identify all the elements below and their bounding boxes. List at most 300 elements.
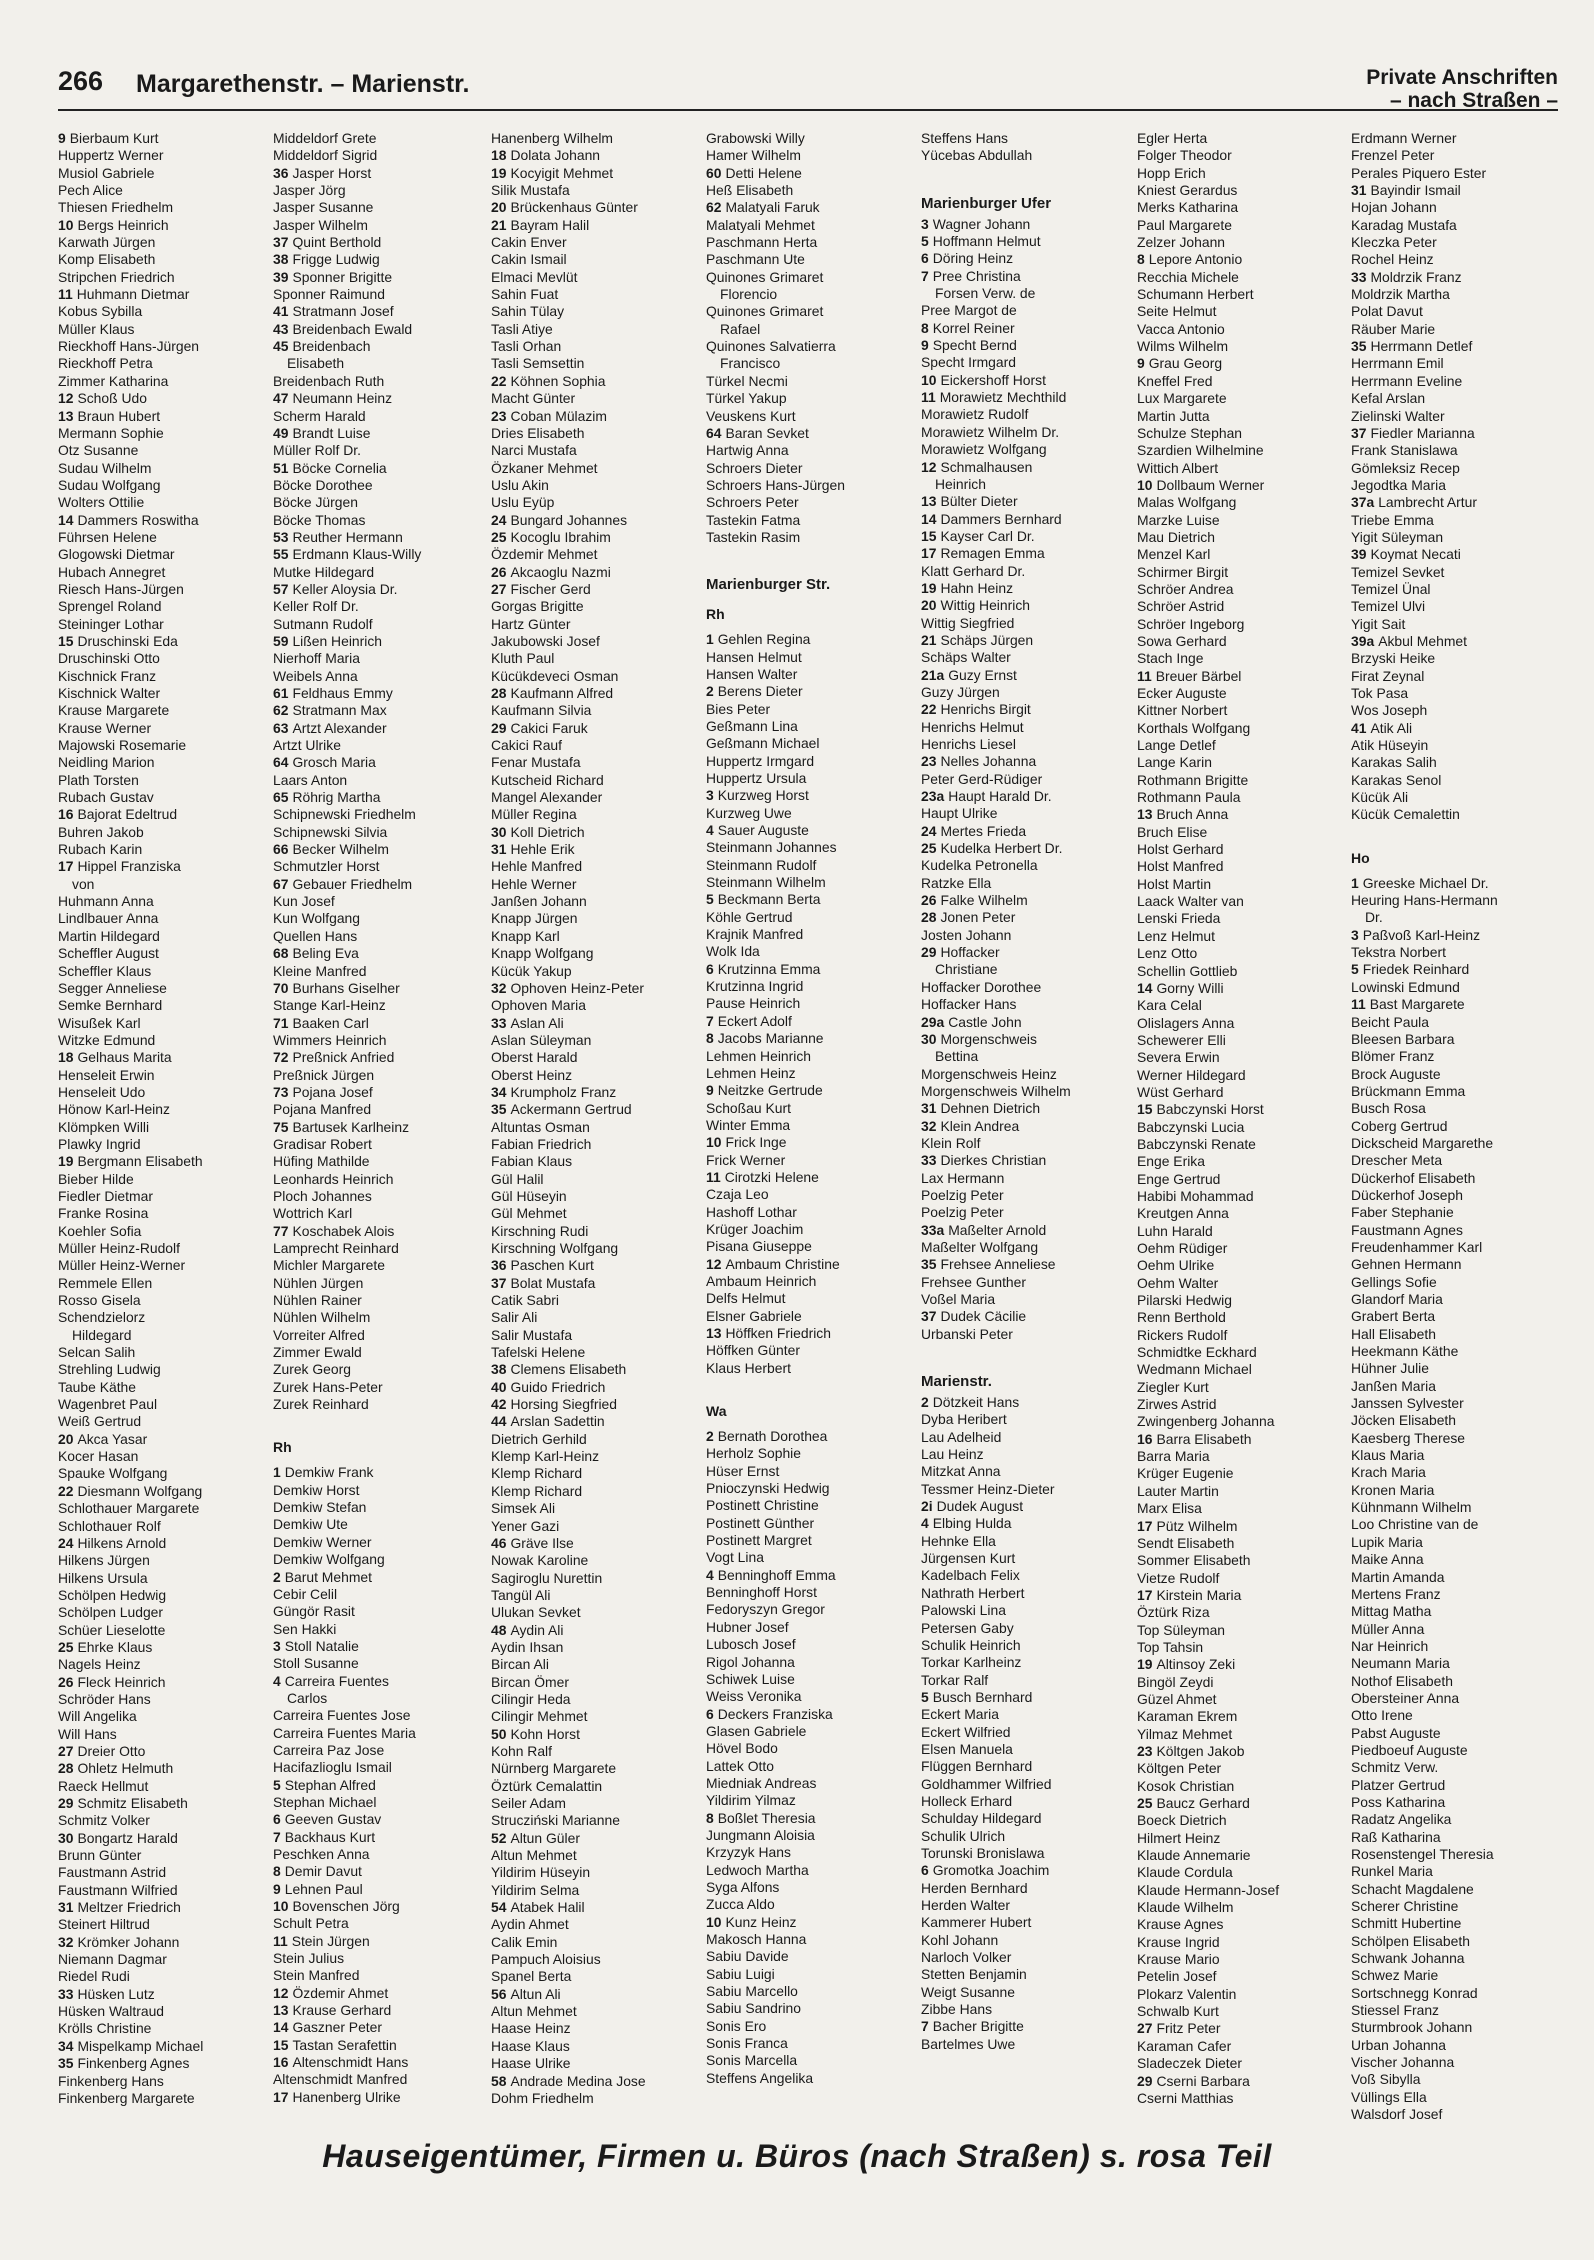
- spacer: [273, 1413, 487, 1430]
- directory-entry: [706, 1948, 920, 1965]
- directory-entry: [58, 1171, 272, 1188]
- directory-entry: [1351, 2037, 1565, 2054]
- directory-entry: [706, 269, 920, 286]
- resident-name: Druschinski Eda: [77, 632, 178, 649]
- directory-entry: [273, 477, 487, 494]
- resident-name: Krause Mario: [1137, 1951, 1220, 1968]
- directory-entry: [58, 1708, 272, 1725]
- directory-entry: [58, 1119, 272, 1136]
- resident-name: Coberg Gertrud: [1351, 1117, 1448, 1134]
- directory-entry: [491, 841, 705, 858]
- directory-entry: [1137, 1830, 1351, 1847]
- directory-entry: [921, 354, 1135, 371]
- house-number: 37: [491, 1274, 507, 1291]
- house-number: 10: [921, 371, 937, 388]
- resident-name: Spauke Wolfgang: [58, 1465, 168, 1482]
- resident-name: Frenzel Peter: [1351, 147, 1435, 164]
- house-number: 4: [273, 1672, 281, 1689]
- resident-name: Szardien Wilhelmine: [1137, 442, 1264, 459]
- house-number: 4: [706, 1566, 714, 1583]
- resident-name: Pree Christina: [932, 267, 1021, 284]
- directory-entry: [58, 1795, 272, 1812]
- resident-name: Gelhaus Marita: [77, 1049, 172, 1066]
- resident-name: Sudau Wolfgang: [58, 476, 161, 493]
- resident-name: Karakas Senol: [1351, 771, 1442, 788]
- house-number: 3: [1351, 926, 1359, 943]
- resident-name: Schulik Heinrich: [921, 1636, 1021, 1653]
- resident-name: Wedmann Michael: [1137, 1361, 1252, 1378]
- resident-name: Werner Hildegard: [1137, 1066, 1246, 1083]
- house-number: 26: [921, 892, 937, 909]
- resident-name: Hehnke Ella: [921, 1532, 996, 1549]
- directory-entry: [491, 1188, 705, 1205]
- directory-entry: [706, 874, 920, 891]
- directory-entry: [1137, 1812, 1351, 1829]
- resident-name: Lamprecht Reinhard: [273, 1240, 399, 1256]
- resident-name: Zimmer Ewald: [273, 1344, 362, 1361]
- resident-name: Hilkens Jürgen: [58, 1552, 150, 1569]
- directory-entry: [1351, 1222, 1565, 1239]
- directory-entry: [1137, 1743, 1351, 1760]
- resident-name: Beicht Paula: [1351, 1013, 1429, 1030]
- resident-name: Egler Herta: [1137, 130, 1208, 146]
- resident-name: Schröer Astrid: [1137, 598, 1225, 615]
- resident-name: Baucz Gerhard: [1156, 1795, 1250, 1811]
- directory-entry: [921, 597, 1135, 614]
- directory-entry: [1137, 1188, 1351, 1205]
- directory-entry: [1137, 1968, 1351, 1985]
- house-number: 35: [491, 1101, 507, 1118]
- house-number: 5: [921, 233, 929, 250]
- resident-name: Burhans Giselher: [292, 979, 400, 996]
- directory-entry: [1351, 1569, 1565, 1586]
- resident-name: Vacca Antonio: [1137, 320, 1225, 337]
- resident-name: Gräve Ilse: [510, 1534, 574, 1551]
- resident-name: Benninghoff Horst: [706, 1584, 817, 1601]
- house-number: 73: [273, 1083, 289, 1100]
- directory-entry: [1137, 1309, 1351, 1326]
- directory-entry: [58, 963, 272, 980]
- directory-entry: [58, 668, 272, 685]
- resident-name: Morgenschweis Wilhelm: [921, 1082, 1071, 1099]
- resident-name: Neidling Marion: [58, 754, 155, 771]
- directory-entry: [706, 943, 920, 960]
- directory-entry: [1137, 1622, 1351, 1639]
- house-number: 34: [491, 1083, 507, 1100]
- directory-entry: [491, 199, 705, 216]
- resident-name: Tastekin Fatma: [706, 511, 801, 528]
- directory-entry: [58, 910, 272, 927]
- directory-entry: [58, 251, 272, 268]
- directory-entry: [58, 1535, 272, 1552]
- resident-name: Böcke Dorothee: [273, 476, 373, 493]
- directory-entry: [706, 321, 920, 338]
- resident-name: Schmutzler Horst: [273, 858, 380, 875]
- resident-name: Spanel Berta: [491, 1968, 572, 1985]
- resident-name: Hopp Erich: [1137, 164, 1206, 181]
- directory-entry: [491, 650, 705, 667]
- directory-entry: [1137, 1136, 1351, 1153]
- directory-entry: [58, 1309, 272, 1326]
- resident-name: Bruch Anna: [1156, 806, 1229, 823]
- directory-entry: [1351, 2071, 1565, 2088]
- directory-entry: [58, 1968, 272, 1985]
- resident-name: Schroers Peter: [706, 494, 799, 511]
- directory-entry: [1351, 806, 1565, 823]
- directory-entry: [58, 234, 272, 251]
- directory-entry: [1137, 1864, 1351, 1881]
- house-number: 1: [706, 631, 714, 648]
- directory-entry: [1137, 217, 1351, 234]
- directory-entry: [273, 1742, 487, 1759]
- directory-entry: [1137, 251, 1351, 268]
- directory-entry: [921, 1810, 1135, 1827]
- directory-entry: [491, 1604, 705, 1621]
- house-number: 9: [706, 1082, 714, 1099]
- resident-name: Nelles Johanna: [940, 753, 1037, 770]
- resident-name: Lax Hermann: [921, 1169, 1005, 1186]
- resident-name: Schellin Gottlieb: [1137, 962, 1238, 979]
- directory-entry: [921, 1083, 1135, 1100]
- resident-name: Meltzer Friedrich: [77, 1899, 181, 1916]
- directory-entry: [58, 1015, 272, 1032]
- directory-entry: [921, 1966, 1135, 1983]
- directory-entry: [706, 2070, 920, 2087]
- directory-entry: [1351, 1464, 1565, 1481]
- resident-name: Quinones Salvatierra: [706, 338, 836, 355]
- directory-entry: [921, 1481, 1135, 1498]
- resident-name: Huhmann Anna: [58, 893, 154, 910]
- house-number: 33a: [921, 1221, 945, 1238]
- house-number: 65: [273, 789, 289, 806]
- directory-entry: [921, 1602, 1135, 1619]
- house-number: 41: [1351, 719, 1367, 736]
- directory-entry: [491, 893, 705, 910]
- resident-name: Grosch Maria: [292, 754, 376, 771]
- resident-name: Salir Ali: [491, 1309, 538, 1326]
- directory-entry: [921, 1274, 1135, 1291]
- resident-name: Karakas Salih: [1351, 754, 1437, 771]
- resident-name: Tangül Ali: [491, 1586, 551, 1603]
- directory-entry: [1137, 1049, 1351, 1066]
- house-number: 25: [1137, 1795, 1153, 1811]
- resident-name: Segger Anneliese: [58, 979, 167, 996]
- resident-name: Hildegard: [72, 1326, 132, 1343]
- directory-entry: [58, 1032, 272, 1049]
- house-number: 33: [1351, 268, 1367, 285]
- resident-name: Mermann Sophie: [58, 424, 164, 441]
- resident-name: Rigol Johanna: [706, 1653, 795, 1670]
- directory-entry: [491, 390, 705, 407]
- house-number: 4: [921, 1515, 929, 1532]
- directory-entry: [1351, 165, 1565, 182]
- resident-name: Pojana Josef: [292, 1083, 373, 1100]
- resident-name: Lauter Martin: [1137, 1482, 1219, 1499]
- resident-name: Keller Rolf Dr.: [273, 598, 359, 615]
- directory-entry: [58, 858, 272, 875]
- resident-name: Becker Wilhelm: [292, 841, 389, 858]
- directory-entry: [58, 165, 272, 182]
- directory-entry: [1351, 1256, 1565, 1273]
- resident-name: Yilmaz Mehmet: [1137, 1725, 1233, 1742]
- directory-entry: [921, 1620, 1135, 1637]
- directory-entry: [1351, 234, 1565, 251]
- resident-name: Mutke Hildegard: [273, 563, 375, 580]
- directory-entry: [273, 1846, 487, 1863]
- directory-entry: [58, 824, 272, 841]
- directory-entry: [273, 2089, 487, 2106]
- directory-entry: [1351, 720, 1565, 737]
- resident-name: Jöcken Elisabeth: [1351, 1412, 1457, 1429]
- resident-name: Malas Wolfgang: [1137, 494, 1237, 511]
- resident-name: Kleine Manfred: [273, 962, 367, 979]
- directory-entry: [921, 493, 1135, 510]
- resident-name: Müller Heinz-Werner: [58, 1257, 186, 1274]
- directory-entry: [273, 1205, 487, 1222]
- directory-entry: [1137, 147, 1351, 164]
- directory-entry: [491, 1327, 705, 1344]
- directory-entry: [1137, 1726, 1351, 1743]
- house-number: 6: [921, 1862, 929, 1879]
- resident-name: Semke Bernhard: [58, 997, 163, 1014]
- directory-entry: [273, 893, 487, 910]
- directory-entry: [273, 512, 487, 529]
- resident-name: Heß Elisabeth: [706, 182, 794, 199]
- directory-entry: [706, 753, 920, 770]
- directory-entry: [1137, 1518, 1351, 1535]
- resident-name: Poss Katharina: [1351, 1793, 1446, 1810]
- directory-entry: [58, 460, 272, 477]
- directory-entry: [1137, 1760, 1351, 1777]
- resident-name: Vüllings Ella: [1351, 2088, 1427, 2105]
- directory-entry: [58, 737, 272, 754]
- directory-entry: [921, 667, 1135, 684]
- resident-name: Triebe Emma: [1351, 511, 1434, 528]
- directory-entry: [273, 980, 487, 997]
- directory-entry: [273, 2054, 487, 2071]
- resident-name: Finkenberg Hans: [58, 2072, 164, 2089]
- house-number: 51: [273, 459, 289, 476]
- directory-entry: [58, 1812, 272, 1829]
- house-number: 16: [1137, 1430, 1153, 1447]
- directory-entry: [1351, 182, 1565, 199]
- resident-name: Brückenhaus Günter: [510, 199, 638, 216]
- directory-entry: [921, 441, 1135, 458]
- directory-entry: [1137, 685, 1351, 702]
- directory-entry: [1137, 199, 1351, 216]
- resident-name: Klaus Maria: [1351, 1447, 1425, 1464]
- resident-name: Korrel Reiner: [932, 319, 1015, 336]
- directory-entry: [706, 718, 920, 735]
- directory-entry: [1351, 251, 1565, 268]
- resident-name: Schmitt Hubertine: [1351, 1915, 1462, 1932]
- directory-entry: [1351, 1014, 1565, 1031]
- directory-entry: [1137, 1396, 1351, 1413]
- resident-name: Koschabek Alois: [292, 1222, 395, 1239]
- directory-entry: [1351, 1360, 1565, 1377]
- directory-entry: [706, 355, 920, 372]
- directory-entry: [273, 789, 487, 806]
- resident-name: Wisußek Karl: [58, 1014, 141, 1031]
- resident-name: Perales Piquero Ester: [1351, 164, 1487, 181]
- directory-entry: [1351, 1863, 1565, 1880]
- resident-name: Yigit Sait: [1351, 615, 1406, 632]
- resident-name: Ratzke Ella: [921, 874, 992, 891]
- directory-entry: [491, 2090, 705, 2107]
- house-number: 29: [491, 719, 507, 736]
- directory-entry: [706, 822, 920, 839]
- directory-entry: [706, 1273, 920, 1290]
- directory-entry: [1351, 390, 1565, 407]
- resident-name: Sponner Raimund: [273, 286, 385, 303]
- house-number: 19: [58, 1153, 74, 1170]
- resident-name: Klemp Karl-Heinz: [491, 1448, 600, 1465]
- resident-name: Yildirim Selma: [491, 1881, 580, 1898]
- directory-column-4: [706, 130, 920, 2087]
- directory-entry: [706, 978, 920, 995]
- resident-name: Wüst Gerhard: [1137, 1083, 1224, 1100]
- resident-name: Sendt Elisabeth: [1137, 1534, 1235, 1551]
- resident-name: Öztürk Riza: [1137, 1604, 1210, 1621]
- directory-entry: [1137, 824, 1351, 841]
- resident-name: Geeven Gustav: [284, 1811, 382, 1828]
- directory-entry: [273, 963, 487, 980]
- directory-entry: [58, 182, 272, 199]
- directory-entry: [58, 1448, 272, 1465]
- directory-entry: [706, 1740, 920, 1757]
- resident-name: Fritz Peter: [1156, 2020, 1221, 2037]
- resident-name: Kohl Johann: [921, 1931, 999, 1948]
- directory-entry: [58, 494, 272, 511]
- resident-name: Maßelter Wolfgang: [921, 1238, 1039, 1255]
- directory-entry: [921, 788, 1135, 805]
- resident-name: Bolat Mustafa: [510, 1274, 596, 1291]
- house-number: 11: [921, 389, 936, 406]
- resident-name: Dohm Friedhelm: [491, 2089, 594, 2106]
- directory-entry: [706, 1983, 920, 2000]
- directory-entry: [921, 1152, 1135, 1169]
- house-number: 17: [1137, 1517, 1153, 1534]
- directory-entry: [58, 1344, 272, 1361]
- directory-entry: [1351, 321, 1565, 338]
- directory-entry: [491, 928, 705, 945]
- resident-name: Kobus Sybilla: [58, 303, 143, 320]
- resident-name: Pojana Manfred: [273, 1101, 372, 1118]
- directory-entry: [491, 997, 705, 1014]
- resident-name: Pech Alice: [58, 182, 123, 199]
- street-range-title: Margarethenstr. – Marienstr.: [136, 70, 470, 98]
- resident-name: Huppertz Irmgard: [706, 752, 815, 769]
- resident-name: Huppertz Ursula: [706, 770, 807, 786]
- resident-name: Kronen Maria: [1351, 1481, 1435, 1498]
- resident-name: Loo Christine van de: [1351, 1516, 1479, 1533]
- directory-entry: [491, 1951, 705, 1968]
- resident-name: Raeck Hellmut: [58, 1777, 149, 1794]
- resident-name: Jungmann Aloisia: [706, 1826, 815, 1843]
- resident-name: Temizel Ünal: [1351, 580, 1431, 597]
- directory-entry: [491, 1067, 705, 1084]
- resident-name: Nar Heinrich: [1351, 1637, 1429, 1654]
- directory-entry: [921, 1498, 1135, 1515]
- directory-entry: [921, 337, 1135, 354]
- directory-entry: [1137, 1483, 1351, 1500]
- resident-name: Baaken Carl: [292, 1014, 369, 1031]
- directory-entry: [1351, 1118, 1565, 1135]
- directory-entry: [58, 338, 272, 355]
- directory-entry: [921, 1463, 1135, 1480]
- house-number: 31: [58, 1899, 74, 1916]
- resident-name: Klaude Cordula: [1137, 1864, 1233, 1881]
- directory-entry: [1351, 1187, 1565, 1204]
- resident-name: Walsdorf Josef: [1351, 2106, 1443, 2123]
- directory-entry: [921, 1135, 1135, 1152]
- resident-name: Christiane: [935, 961, 998, 978]
- resident-name: Schumann Herbert: [1137, 286, 1254, 303]
- resident-name: Akbul Mehmet: [1378, 632, 1467, 649]
- resident-name: Schmitz Elisabeth: [77, 1795, 188, 1811]
- directory-entry: [491, 1483, 705, 1500]
- resident-name: Schmitz Verw.: [1351, 1759, 1439, 1776]
- resident-name: Wittich Albert: [1137, 459, 1219, 476]
- resident-name: Müller Klaus: [58, 320, 135, 337]
- house-number: 11: [706, 1168, 721, 1185]
- resident-name: Lange Karin: [1137, 754, 1212, 771]
- resident-name: Nowak Karoline: [491, 1552, 589, 1569]
- house-number: 20: [491, 199, 507, 216]
- resident-name: Tasli Semsettin: [491, 355, 585, 372]
- directory-entry: [706, 442, 920, 459]
- directory-entry: [1351, 2002, 1565, 2019]
- resident-name: Quellen Hans: [273, 927, 358, 944]
- resident-name: Ambaum Christine: [725, 1255, 840, 1272]
- resident-name: Bacher Brigitte: [932, 2018, 1024, 2035]
- resident-name: Deckers Franziska: [717, 1705, 833, 1722]
- directory-entry: [1137, 373, 1351, 390]
- resident-name: Pnioczynski Hedwig: [706, 1480, 830, 1497]
- resident-name: Menzel Karl: [1137, 546, 1211, 563]
- resident-name: Atabek Halil: [510, 1899, 585, 1916]
- directory-entry: [58, 2020, 272, 2037]
- spacer: [921, 1343, 1135, 1360]
- resident-name: Riesch Hans-Jürgen: [58, 580, 184, 597]
- directory-entry: [491, 789, 705, 806]
- directory-entry: [491, 1812, 705, 1829]
- directory-entry: [58, 286, 272, 303]
- directory-entry: [58, 1622, 272, 1639]
- directory-entry: [706, 425, 920, 442]
- resident-name: Lepore Antonio: [1148, 251, 1243, 268]
- directory-entry: [273, 1084, 487, 1101]
- resident-name: Tok Pasa: [1351, 685, 1409, 701]
- resident-name: Karadag Mustafa: [1351, 216, 1457, 233]
- directory-entry: [1351, 1516, 1565, 1533]
- house-number: 2: [921, 1394, 929, 1411]
- resident-name: Weiss Veronika: [706, 1688, 802, 1705]
- resident-name: Scherm Harald: [273, 407, 366, 424]
- resident-name: Demkiw Horst: [273, 1481, 360, 1498]
- house-number: 15: [273, 2036, 289, 2053]
- house-number: 11: [1137, 667, 1152, 684]
- directory-entry: [58, 1361, 272, 1378]
- directory-entry: [706, 147, 920, 164]
- house-number: 7: [273, 1828, 281, 1845]
- resident-name: Carreira Fuentes Maria: [273, 1724, 416, 1741]
- resident-name: Horsing Siegfried: [510, 1396, 618, 1413]
- directory-entry: [921, 1880, 1135, 1897]
- resident-name: Huppertz Werner: [58, 147, 164, 164]
- directory-entry: [1137, 945, 1351, 962]
- house-number: 14: [921, 510, 937, 527]
